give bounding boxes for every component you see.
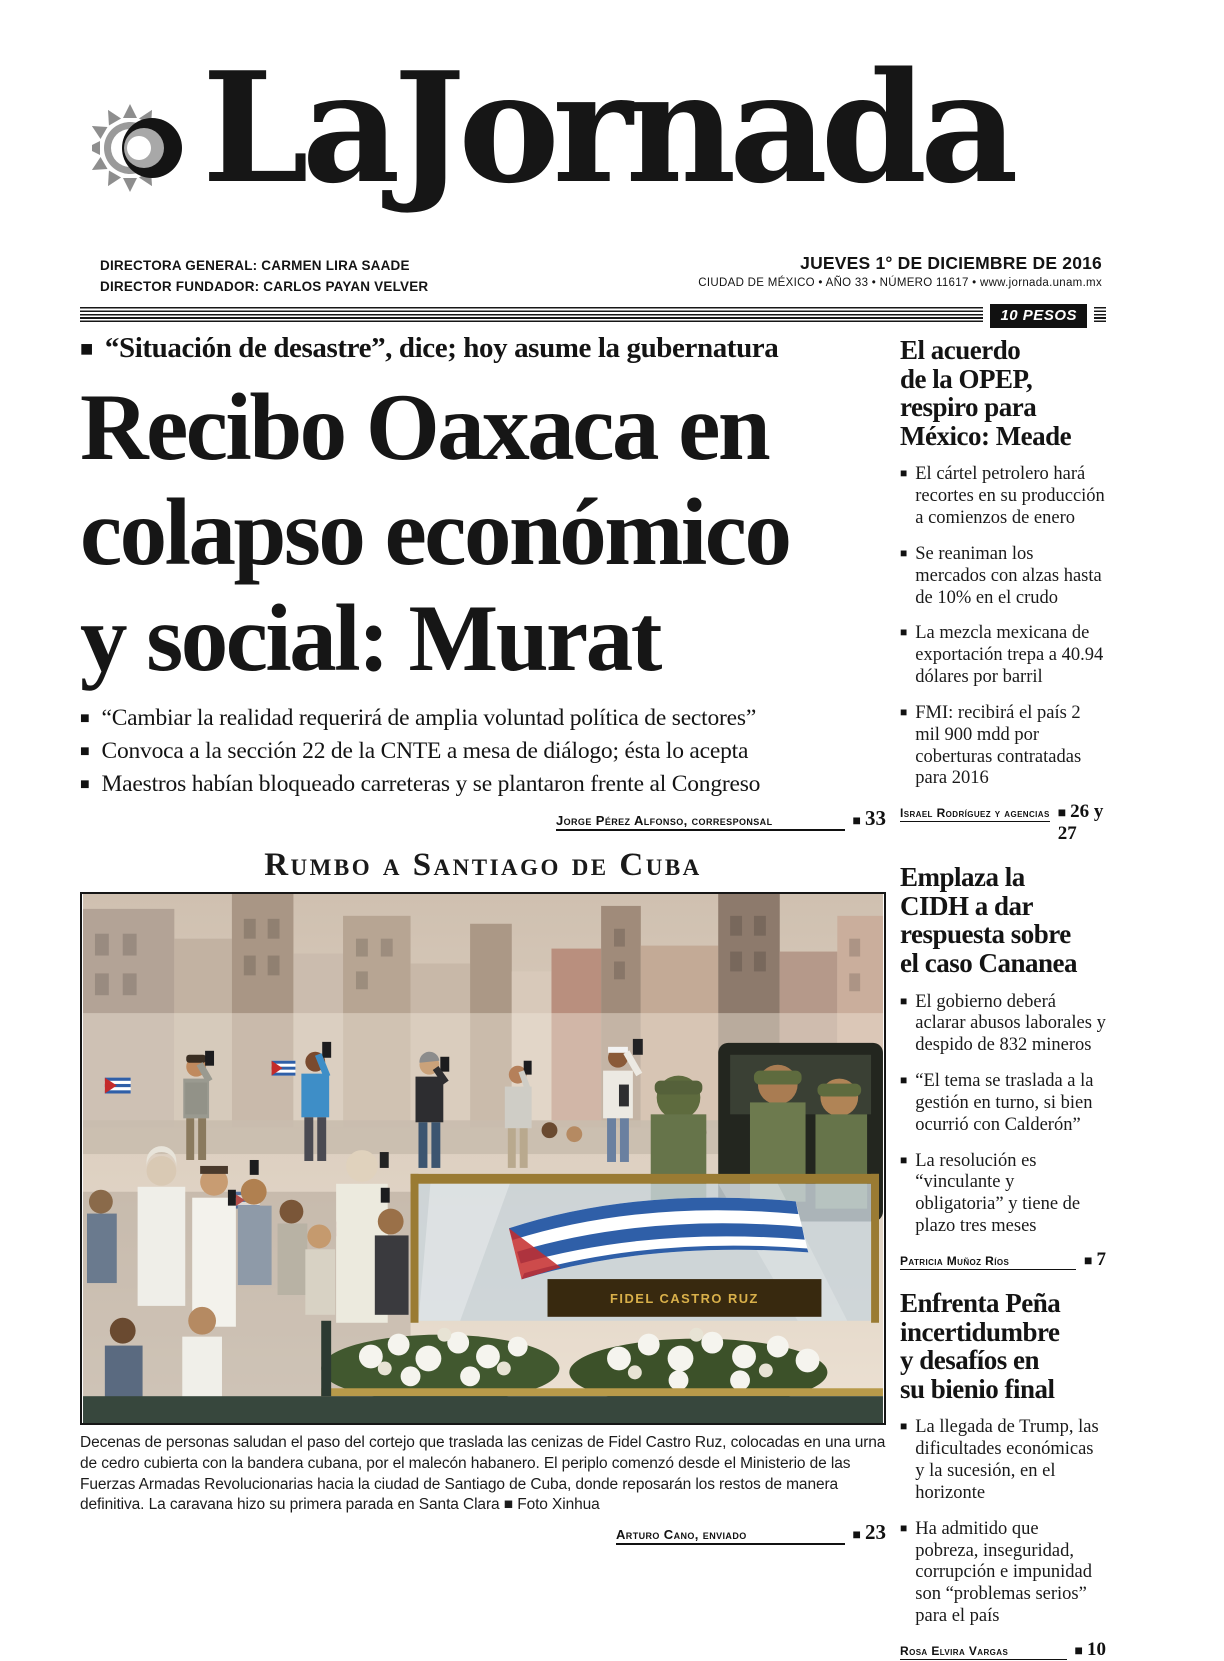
story-bullet (900, 1071, 1106, 1136)
photo-title: Rumbo a Santiago de Cuba (264, 847, 702, 884)
story-bullet (900, 1417, 1106, 1504)
story-title-line: Enfrenta Peña (900, 1287, 1061, 1318)
headline-bullet (80, 771, 886, 798)
trailer-platform (83, 1397, 883, 1424)
story-title-line: respiro para (900, 392, 1037, 423)
byline-page-number: 33 (865, 806, 886, 831)
square-bullet-icon: ■ (900, 466, 908, 481)
square-bullet-icon: ■ (900, 1152, 908, 1167)
story-title-line: Emplaza la (900, 862, 1025, 893)
sidebar-column (900, 336, 1106, 1661)
sun-eclipse-icon (92, 98, 192, 198)
byline-page (1058, 801, 1106, 845)
headline-bullet (80, 705, 886, 732)
story-title-line: y desafíos en (900, 1345, 1040, 1376)
main-headline (80, 375, 886, 691)
price-badge: 10 PESOS (983, 304, 1094, 328)
story-bullet (900, 703, 1106, 790)
byline-name: Rosa Elvira Vargas (900, 1644, 1067, 1660)
square-bullet-icon: ■ (900, 1073, 908, 1088)
story-bullet (900, 1151, 1106, 1238)
director-fundador-line: DIRECTOR FUNDADOR: CARLOS PAYAN VELVER (100, 278, 429, 294)
byline-page-number: 10 (1087, 1638, 1106, 1660)
story-byline (900, 1639, 1106, 1661)
photo-caption: Decenas de personas saludan el paso del cortejo que traslada las cenizas de Fidel Castro Ruz, colocadas en una urna de cedro cubierta con la bandera cubana, por el malecón habanero. El periplo comenzó desde el Ministerio de las Fuerzas Armadas Revolucionarias hacia la ciudad de Santiago de Cuba, donde reposarán los restos de manera definitiva. La caravana hizo su primera parada en Santa Clara ■ Foto Xinhua (80, 1434, 886, 1514)
front-photo-illustration (82, 894, 884, 1423)
story-bullet-text: El cártel petrolero hará recortes en su producción a comienzos de enero (915, 464, 1105, 529)
square-bullet-icon: ■ (80, 335, 93, 361)
story-bullet-text: Se reaniman los mercados con alzas hasta de 10% en el crudo (915, 543, 1102, 608)
story-title-line: su bienio final (900, 1373, 1055, 1404)
square-bullet-icon: ■ (900, 993, 908, 1008)
square-bullet-icon: ■ (900, 545, 908, 560)
trailer-post (321, 1321, 331, 1396)
main-column (80, 332, 886, 1545)
story-title-line: El acuerdo (900, 335, 1021, 365)
sidebar-story-cidh (900, 863, 1106, 1271)
story-byline (900, 801, 1106, 845)
square-bullet-icon: ■ (1074, 1643, 1083, 1659)
square-bullet-icon: ■ (900, 1419, 908, 1434)
trailer-trim (321, 1389, 883, 1397)
square-bullet-icon: ■ (852, 1527, 861, 1543)
headline-bullets (80, 705, 886, 798)
glass-urn-case (411, 1174, 879, 1323)
square-bullet-icon: ■ (900, 1520, 908, 1535)
story-title-line: CIDH a dar (900, 890, 1034, 921)
photo-byline (616, 1520, 886, 1545)
story-title-line: de la OPEP, (900, 363, 1033, 394)
headline-bullet (80, 738, 886, 765)
headline-line-2: colapso económico (80, 479, 790, 586)
story-bullet-text: La resolución es “vinculante y obligatoria” y tiene de plazo tres meses (915, 1150, 1081, 1237)
story-bullet-text: La mezcla mexicana de exportación trepa a 40.94 dólares por barril (915, 623, 1104, 688)
directors-block (100, 256, 428, 298)
story-title-line: respuesta sobre (900, 919, 1071, 950)
byline-name: Arturo Cano, enviado (616, 1527, 845, 1545)
byline-page-number: 23 (865, 1519, 886, 1544)
story-title (900, 336, 1106, 450)
square-bullet-icon: ■ (1084, 1253, 1093, 1269)
square-bullet-icon: ■ (900, 704, 908, 719)
square-bullet-icon: ■ (852, 814, 861, 830)
square-bullet-icon: ■ (80, 710, 90, 728)
story-bullet-text: FMI: recibirá el país 2 mil 900 mdd por coberturas contratadas para 2016 (915, 702, 1082, 789)
byline-page (1075, 1639, 1106, 1661)
main-story-byline (556, 806, 886, 831)
sidebar-story-opep (900, 336, 1106, 845)
story-title (900, 863, 1106, 977)
byline-page (853, 806, 886, 831)
front-photo (80, 892, 886, 1425)
byline-page-number: 26 y 27 (1057, 801, 1104, 845)
square-bullet-icon: ■ (900, 625, 908, 640)
story-title-line: el caso Cananea (900, 948, 1077, 979)
story-bullet-text: La llegada de Trump, las dificultades económicas y la sucesión, en el horizonte (915, 1417, 1099, 1503)
story-title (900, 1289, 1106, 1403)
story-bullet-text: Ha admitido que pobreza, inseguridad, corrupción e impunidad son “problemas serios” para el país (915, 1518, 1092, 1626)
headline-line-3: y social: Murat (80, 584, 660, 691)
story-bullet-text: El gobierno deberá aclarar abusos laborales y despido de 832 mineros (915, 991, 1106, 1056)
newspaper-title: LaJornada (202, 38, 1012, 217)
square-bullet-icon: ■ (80, 776, 90, 794)
byline-name: Patricia Muñoz Ríos (900, 1254, 1076, 1270)
story-title-line: México: Meade (900, 420, 1072, 451)
headline-bullet-text: Maestros habían bloqueado carreteras y se plantaron frente al Congreso (101, 771, 761, 798)
byline-name: Israel Rodríguez y agencias (900, 806, 1050, 821)
newspaper-logo (92, 38, 1012, 217)
sidebar-story-pena (900, 1289, 1106, 1661)
masthead-rule (80, 307, 1106, 324)
date-line: JUEVES 1° DE DICIEMBRE DE 2016 (800, 253, 1102, 273)
byline-page (853, 1520, 886, 1545)
story-bullet (900, 1519, 1106, 1628)
date-block (698, 253, 1102, 289)
story-bullet (900, 992, 1106, 1057)
urn-label: FIDEL CASTRO RUZ (610, 1291, 759, 1307)
kicker-text: “Situación de desastre”, dice; hoy asume la gubernatura (104, 332, 779, 364)
headline-line-1: Recibo Oaxaca en (80, 374, 769, 480)
headline-bullet-text: “Cambiar la realidad requerirá de amplia voluntad política de sectores” (101, 705, 757, 732)
director-general-line: DIRECTORA GENERAL: CARMEN LIRA SAADE (100, 258, 410, 273)
byline-page-number: 7 (1096, 1248, 1106, 1270)
headline-bullet-text: Convoca a la sección 22 de la CNTE a mesa de diálogo; ésta lo acepta (101, 738, 749, 765)
story-bullet (900, 623, 1106, 688)
issue-line: CIUDAD DE MÉXICO • AÑO 33 • NÚMERO 11617 • www.jornada.unam.mx (698, 277, 1102, 289)
story-byline (900, 1249, 1106, 1271)
story-bullet-text: “El tema se traslada a la gestión en turno, si bien ocurrió con Calderón” (915, 1071, 1094, 1135)
story-bullet (900, 464, 1106, 529)
byline-page (1084, 1249, 1106, 1271)
byline-name: Jorge Pérez Alfonso, corresponsal (556, 813, 845, 831)
story-title-line: incertidumbre (900, 1316, 1060, 1347)
story-bullet (900, 544, 1106, 609)
kicker (80, 332, 886, 365)
square-bullet-icon: ■ (1057, 806, 1067, 822)
square-bullet-icon: ■ (80, 743, 90, 761)
